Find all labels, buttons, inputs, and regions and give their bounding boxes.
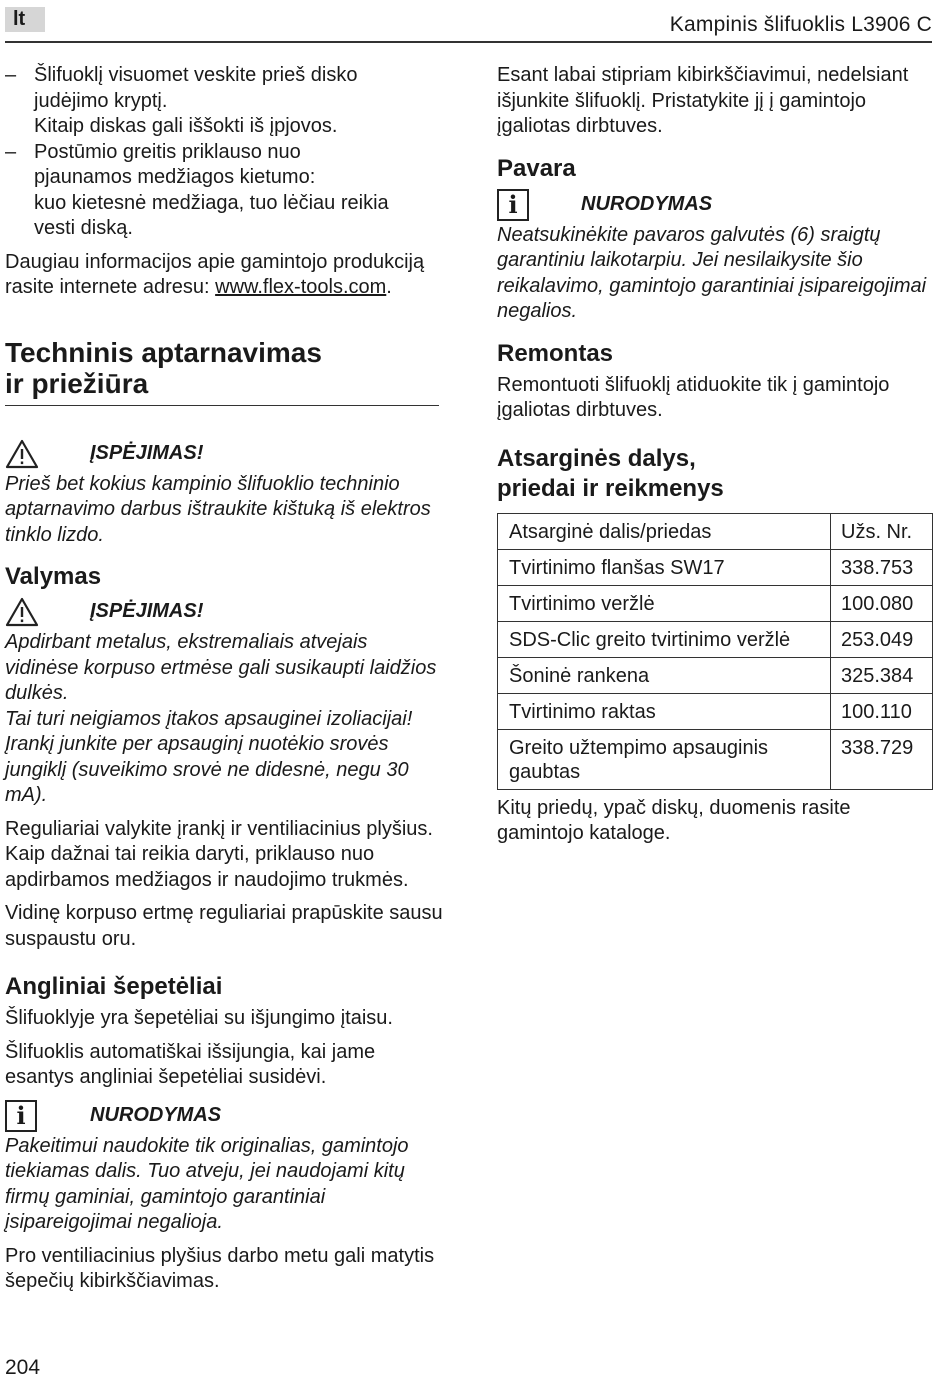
- brushes-paragraph: Pro ventiliacinius plyšius darbo metu gali matytis šepečių kibirkščiavimas.: [5, 1244, 435, 1292]
- bullet-line: Postūmio greitis priklauso nuo: [34, 140, 301, 163]
- bullet-list: [5, 63, 445, 242]
- table-row: [498, 585, 933, 621]
- cleaning-paragraph: Reguliariai valykite įrankį ir ventiliacinius plyšius. Kaip dažnai tai reikia daryti, priklauso nuo apdirbamos medžiagos ir naudojimo trukmės.: [5, 817, 433, 891]
- bullet-line: kuo kietesnė medžiaga, tuo lėčiau reikia: [34, 191, 389, 214]
- info-icon: i: [497, 189, 529, 221]
- document-title: Kampinis šlifuoklis L3906 C: [669, 13, 932, 36]
- warning-triangle-icon: [5, 439, 39, 469]
- part-name-cell: Tvirtinimo veržlė: [498, 585, 831, 621]
- bullet-line: pjaunamos medžiagos kietumo:: [34, 166, 316, 188]
- table-header-row: [498, 513, 933, 549]
- language-badge: lt: [5, 7, 45, 32]
- repair-heading: Remontas: [497, 339, 614, 367]
- part-name-cell: Tvirtinimo raktas: [498, 693, 831, 729]
- order-number-cell: 253.049: [831, 621, 933, 657]
- info-text: Daugiau informacijos apie gamintojo produkciją rasite internete adresu:: [5, 250, 425, 298]
- order-number-cell: 338.753: [831, 549, 933, 585]
- warning-text: Prieš bet kokius kampinio šlifuoklio techninio aptarnavimo darbus ištraukite kištuką iš elektros tinklo lizdo.: [5, 472, 431, 546]
- brushes-paragraph: Šlifuoklyje yra šepetėliai su išjungimo įtaisu.: [5, 1007, 393, 1029]
- dash-marker: –: [5, 140, 17, 163]
- order-number-cell: 325.384: [831, 657, 933, 693]
- catalog-paragraph: Kitų priedų, ypač diskų, duomenis rasite gamintojo kataloge.: [497, 796, 851, 844]
- table-row: [498, 693, 933, 729]
- table-row: [498, 729, 933, 789]
- bullet-item: [5, 140, 445, 242]
- parts-heading-line2: priedai ir reikmenys: [497, 474, 724, 502]
- bullet-line: judėjimo kryptį.: [34, 89, 168, 112]
- table-row: [498, 549, 933, 585]
- bullet-line: vesti diską.: [34, 217, 133, 239]
- table-header-cell: Atsarginė dalis/priedas: [498, 513, 831, 549]
- brushes-paragraph: Šlifuoklis automatiškai išsijungia, kai jame esantys angliniai šepetėliai susidėvi.: [5, 1040, 376, 1088]
- info-period: .: [386, 276, 392, 298]
- service-heading-line2: ir priežiūra: [5, 367, 149, 399]
- service-heading-line1: Techninis aptarnavimas: [5, 336, 322, 368]
- page-number: 204: [5, 1356, 41, 1379]
- warning-header: [5, 437, 445, 471]
- section-divider: [5, 405, 439, 406]
- cleaning-paragraph: Vidinę korpuso ertmę reguliariai prapūskite sausu suspaustu oru.: [5, 902, 443, 950]
- order-number-cell: 338.729: [831, 729, 933, 789]
- warning-text-block: [5, 630, 445, 809]
- note-text: Pakeitimui naudokite tik originalias, gamintojo tiekiamas dalis. Tuo atveju, jei naudojami kitų firmų gaminiai, gamintojo garantiniai įsipareigojimai negalioja.: [5, 1134, 409, 1233]
- parts-heading-line1: Atsarginės dalys,: [497, 444, 696, 472]
- warning-line: Tai turi neigiamos įtakos apsauginei izoliacijai!: [5, 707, 413, 730]
- warning-line: Įrankį junkite per apsauginį nuotėkio srovės jungiklį (suveikimo srovė ne didesnė, negu 30 mA).: [5, 733, 409, 806]
- note-header: [5, 1099, 445, 1133]
- note-label: NURODYMAS: [90, 1103, 222, 1126]
- note-label: NURODYMAS: [581, 192, 713, 215]
- part-name-cell: Greito užtempimo apsauginis gaubtas: [498, 729, 831, 789]
- repair-paragraph: Remontuoti šlifuoklį atiduokite tik į gamintojo įgaliotas dirbtuves.: [497, 373, 890, 421]
- warning-label: ĮSPĖJIMAS!: [90, 600, 204, 623]
- table-row: [498, 657, 933, 693]
- bullet-line: Kitaip diskas gali iššokti iš įpjovos.: [34, 115, 338, 137]
- order-number-cell: 100.080: [831, 585, 933, 621]
- part-name-cell: SDS-Clic greito tvirtinimo veržlė: [498, 621, 831, 657]
- dash-marker: –: [5, 64, 17, 86]
- intro-paragraph: Esant labai stipriam kibirkščiavimui, nedelsiant išjunkite šlifuoklį. Pristatykite jį į gamintojo įgaliotas dirbtuves.: [497, 64, 909, 137]
- part-name-cell: Šoninė rankena: [498, 657, 831, 693]
- bullet-item: [5, 63, 445, 140]
- warning-line: Apdirbant metalus, ekstremaliais atvejais vidinėse korpuso ertmėse gali susikaupti laidžios dulkės.: [5, 631, 437, 704]
- cleaning-heading: Valymas: [5, 563, 102, 590]
- parts-table: [497, 513, 933, 790]
- right-column: [497, 63, 937, 855]
- info-paragraph: [5, 250, 445, 301]
- note-text: Neatsukinėkite pavaros galvutės (6) sraigtų garantiniu laikotarpiu. Jei nesilaikysite šio reikalavimo, gamintojo garantiniai įsipareigojimai negalios.: [497, 223, 927, 322]
- note-header: [497, 188, 937, 222]
- website-link[interactable]: www.flex-tools.com: [215, 276, 387, 298]
- header-divider: [5, 41, 932, 43]
- left-column: [5, 63, 445, 1303]
- warning-header: [5, 595, 445, 629]
- brushes-heading: Angliniai šepetėliai: [5, 973, 223, 1000]
- table-row: [498, 621, 933, 657]
- warning-label: ĮSPĖJIMAS!: [90, 441, 204, 464]
- table-header-cell: Užs. Nr.: [831, 513, 933, 549]
- info-icon: i: [5, 1100, 37, 1132]
- order-number-cell: 100.110: [831, 693, 933, 729]
- bullet-line: Šlifuoklį visuomet veskite prieš disko: [34, 64, 358, 86]
- drive-heading: Pavara: [497, 154, 576, 182]
- parts-table-body: [498, 549, 933, 789]
- warning-triangle-icon: [5, 597, 39, 627]
- part-name-cell: Tvirtinimo flanšas SW17: [498, 549, 831, 585]
